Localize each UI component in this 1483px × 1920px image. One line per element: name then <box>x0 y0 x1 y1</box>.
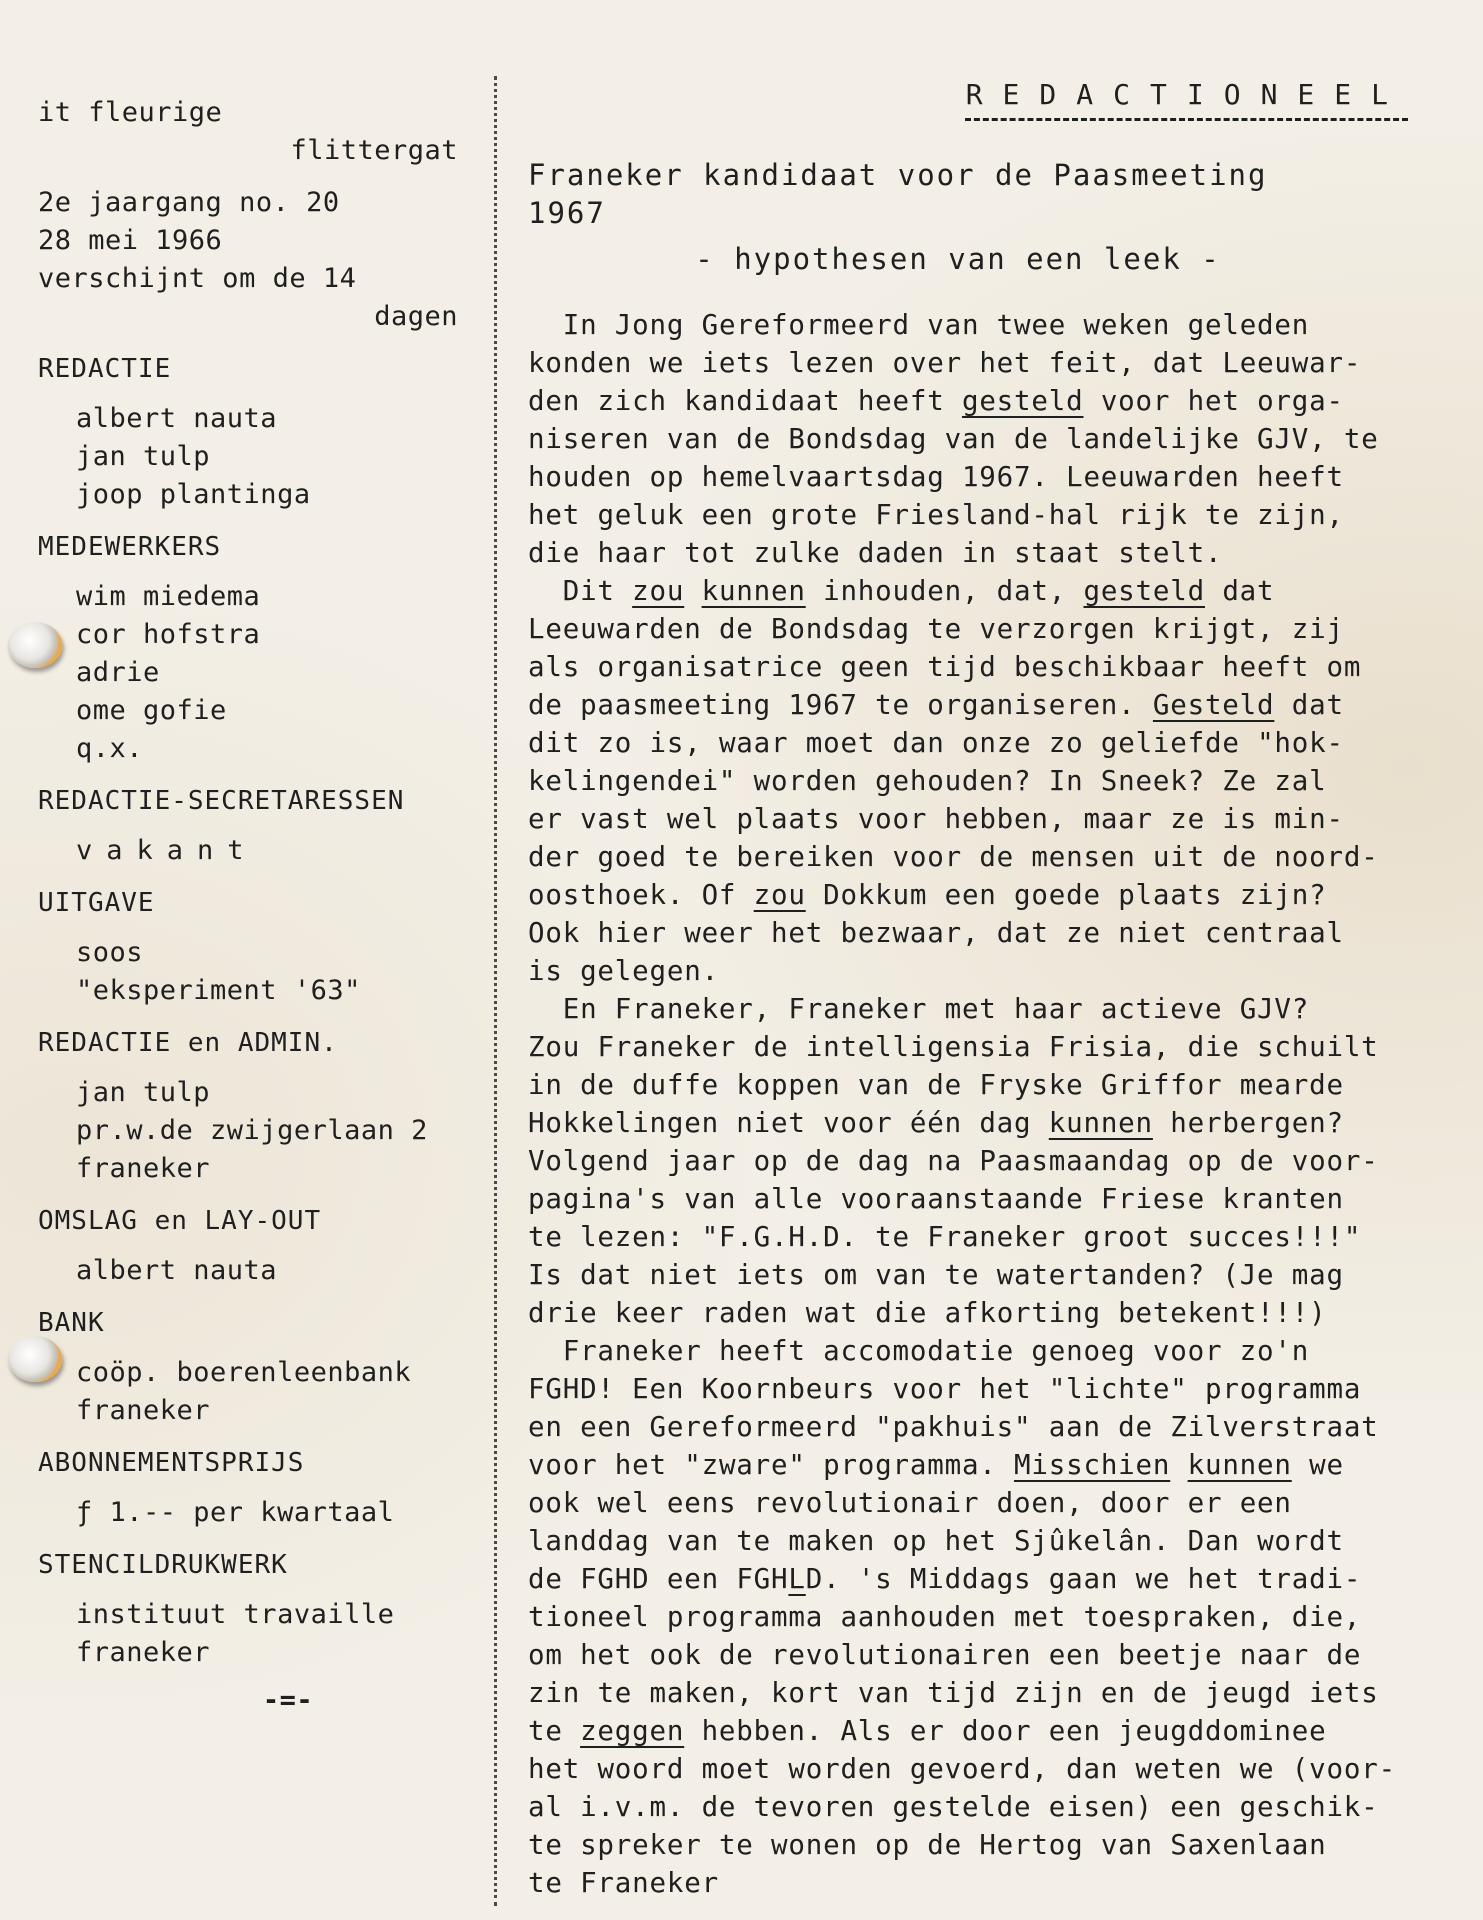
colophon-item: jan tulp <box>76 1077 211 1108</box>
article-line: konden we iets lezen over het feit, dat Leeuwar- <box>528 347 1362 379</box>
article-line: in de duffe koppen van de Fryske Griffor mearde <box>528 1069 1344 1101</box>
colophon-item: albert nauta <box>76 403 278 434</box>
colophon-heading: REDACTIE <box>38 354 172 384</box>
colophon-item: "eksperiment '63" <box>76 975 361 1006</box>
colophon-item: ƒ 1.-- per kwartaal <box>76 1497 395 1528</box>
colophon-item: soos <box>76 937 144 968</box>
colophon-items <box>38 1596 458 1672</box>
colophon-heading: REDACTIE-SECRETARESSEN <box>38 786 405 816</box>
masthead <box>38 94 458 170</box>
section-heading: REDACTIONEEL <box>965 78 1408 111</box>
article-line: Franeker heeft accomodatie genoeg voor zo'n <box>562 1335 1310 1367</box>
article-line: dit zo is, waar moet dan onze zo geliefde "hok- <box>528 727 1344 759</box>
colophon-item: q.x. <box>76 733 144 764</box>
article-line: is gelegen. <box>528 955 719 987</box>
colophon-item: ome gofie <box>76 695 227 726</box>
article-line: In Jong Gereformeerd van twee weken geleden <box>562 309 1310 341</box>
masthead-line-1: it fleurige <box>38 97 223 128</box>
issue-volume: 2e jaargang no. 20 <box>38 187 340 218</box>
colophon-heading: BANK <box>38 1308 105 1338</box>
article-line: Hokkelingen niet voor één dag kunnen herbergen? <box>528 1107 1344 1139</box>
article <box>528 76 1448 1902</box>
article-line: het geluk een grote Friesland-hal rijk te zijn, <box>528 499 1344 531</box>
article-line: en een Gereformeerd "pakhuis" aan de Zilverstraat <box>528 1411 1379 1443</box>
colophon-item: franeker <box>76 1153 211 1184</box>
article-title-line-1: Franeker kandidaat voor de Paasmeeting <box>528 158 1268 192</box>
article-line: Ook hier weer het bezwaar, dat ze niet centraal <box>528 917 1344 949</box>
colophon-items <box>38 934 458 1010</box>
article-line: Leeuwarden de Bondsdag te verzorgen krijgt, zij <box>528 613 1344 645</box>
underlined-word: Misschien <box>1014 1449 1171 1481</box>
article-line: landdag van te maken op het Sjûkelân. Dan wordt <box>528 1525 1344 1557</box>
underlined-word: Gesteld <box>1152 689 1275 721</box>
end-mark: -=- <box>262 1685 314 1716</box>
colophon-item: franeker <box>76 1395 211 1426</box>
article-line: de FGHD een FGHLD. 's Middags gaan we het tradi- <box>528 1563 1362 1595</box>
article-line: drie keer raden wat die afkorting betekent!!!) <box>528 1297 1327 1329</box>
underlined-word: zeggen <box>580 1715 685 1747</box>
colophon-item: pr.w.de zwijgerlaan 2 <box>76 1115 428 1146</box>
colophon-items <box>38 578 458 768</box>
article-line: kelingendei" worden gehouden? In Sneek? Ze zal <box>528 765 1327 797</box>
colophon-item: vakant <box>76 835 258 866</box>
colophon-items <box>38 1494 458 1532</box>
article-line: al i.v.m. de tevoren gestelde eisen) een geschik- <box>528 1791 1379 1823</box>
underlined-word: kunnen <box>1187 1449 1292 1481</box>
article-line: FGHD! Een Koornbeurs voor het "lichte" programma <box>528 1373 1362 1405</box>
colophon-item: joop plantinga <box>76 479 311 510</box>
article-line: te lezen: "F.G.H.D. te Franeker groot succes!!!" <box>528 1221 1362 1253</box>
issue-date: 28 mei 1966 <box>38 225 223 256</box>
issue-info <box>38 184 458 336</box>
article-line: voor het "zware" programma. Misschien kunnen we <box>528 1449 1344 1481</box>
colophon-items <box>38 1252 458 1290</box>
colophon-item: jan tulp <box>76 441 211 472</box>
article-line: de paasmeeting 1967 te organiseren. Gesteld dat <box>528 689 1344 721</box>
article-line: het woord moet worden gevoerd, dan weten we (voor- <box>528 1753 1396 1785</box>
article-line: er vast wel plaats voor hebben, maar ze is min- <box>528 803 1344 835</box>
article-line: die haar tot zulke daden in staat stelt. <box>528 537 1223 569</box>
colophon-item: franeker <box>76 1637 211 1668</box>
colophon-heading: STENCILDRUKWERK <box>38 1550 288 1580</box>
article-line: te Franeker <box>528 1867 719 1899</box>
colophon-items <box>38 1074 458 1188</box>
article-title-line-2: 1967 <box>528 196 606 230</box>
underlined-word: gesteld <box>1083 575 1205 607</box>
article-line: om het ook de revolutionairen een beetje naar de <box>528 1639 1362 1671</box>
underlined-word: gesteld <box>961 385 1084 417</box>
colophon-heading: UITGAVE <box>38 888 155 918</box>
column-divider <box>494 76 497 1906</box>
colophon-sections <box>38 350 458 1672</box>
article-line: Is dat niet iets om van te watertanden? (Je mag <box>528 1259 1344 1291</box>
underlined-word: kunnen <box>1048 1107 1153 1139</box>
colophon-item: instituut travaille <box>76 1599 395 1630</box>
article-title <box>528 156 1448 232</box>
colophon-items <box>38 400 458 514</box>
article-line: als organisatrice geen tijd beschikbaar heeft om <box>528 651 1362 683</box>
article-line: oosthoek. Of zou Dokkum een goede plaats zijn? <box>528 879 1327 911</box>
article-line: niseren van de Bondsdag van de landelijke GJV, te <box>528 423 1379 455</box>
article-line: ook wel eens revolutionair doen, door er een <box>528 1487 1292 1519</box>
colophon-item: coöp. boerenleenbank <box>76 1357 412 1388</box>
article-body <box>528 306 1448 1902</box>
colophon-column <box>38 94 458 1720</box>
article-line: Zou Franeker de intelligensia Frisia, die schuilt <box>528 1031 1379 1063</box>
colophon-heading: ABONNEMENTSPRIJS <box>38 1448 305 1478</box>
colophon-items <box>38 832 458 870</box>
article-subtitle: - hypothesen van een leek - <box>695 242 1221 276</box>
masthead-line-2: flittergat <box>290 135 458 166</box>
colophon-items <box>38 1354 458 1430</box>
article-line: Volgend jaar op de dag na Paasmaandag op de voor- <box>528 1145 1379 1177</box>
colophon-item: albert nauta <box>76 1255 278 1286</box>
article-line: den zich kandidaat heeft gesteld voor het orga- <box>528 385 1344 417</box>
colophon-heading: REDACTIE en ADMIN. <box>38 1028 338 1058</box>
colophon-item: adrie <box>76 657 160 688</box>
issue-frequency: verschijnt om de 14 <box>38 263 357 294</box>
article-line: tioneel programma aanhouden met toespraken, die, <box>528 1601 1362 1633</box>
article-line: En Franeker, Franeker met haar actieve GJV? <box>562 993 1310 1025</box>
issue-frequency-cont: dagen <box>374 301 458 332</box>
underlined-word: L <box>788 1563 806 1595</box>
article-line: te zeggen hebben. Als er door een jeugddominee <box>528 1715 1327 1747</box>
article-line: der goed te bereiken voor de mensen uit de noord- <box>528 841 1379 873</box>
underlined-word: zou <box>753 879 806 911</box>
article-line: zin te maken, kort van tijd zijn en de jeugd iets <box>528 1677 1379 1709</box>
article-line: houden op hemelvaartsdag 1967. Leeuwarden heeft <box>528 461 1344 493</box>
colophon-item: wim miedema <box>76 581 261 612</box>
article-line: Dit zou kunnen inhouden, dat, gesteld dat <box>562 575 1275 607</box>
colophon-item: cor hofstra <box>76 619 261 650</box>
colophon-heading: MEDEWERKERS <box>38 532 222 562</box>
underlined-word: kunnen <box>701 575 806 607</box>
colophon-heading: OMSLAG en LAY-OUT <box>38 1206 322 1236</box>
article-line: te spreker te wonen op de Hertog van Saxenlaan <box>528 1829 1327 1861</box>
article-line: pagina's van alle vooraanstaande Friese kranten <box>528 1183 1344 1215</box>
underlined-word: zou <box>632 575 685 607</box>
